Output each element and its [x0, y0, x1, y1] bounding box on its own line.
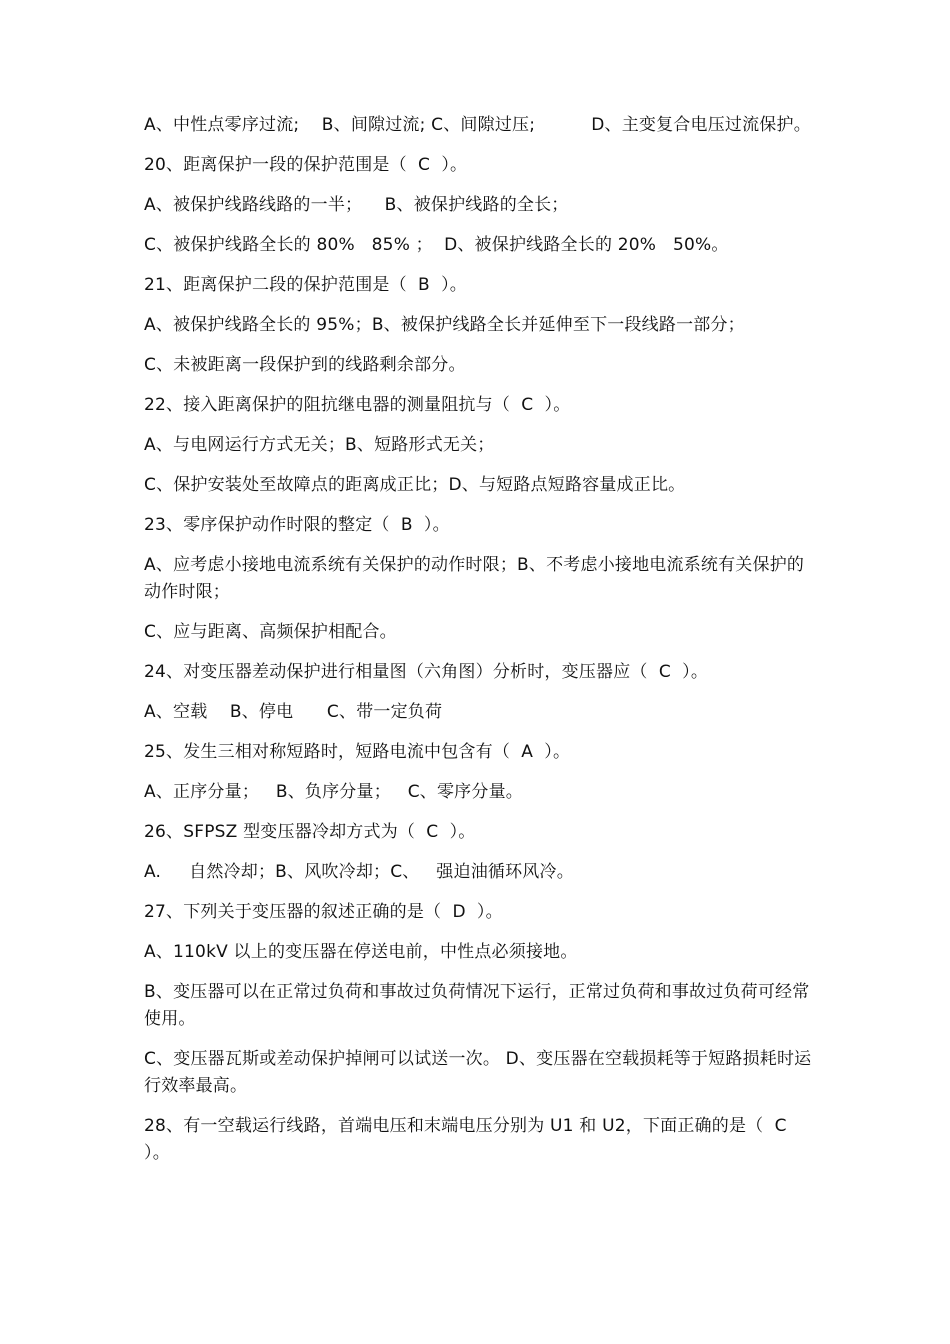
question-20-options-ab: A、被保护线路线路的一半； B、被保护线路的全长； — [144, 195, 569, 215]
question-27-option-b: B、变压器可以在正常过负荷和事故过负荷情况下运行，正常过负荷和事故过负荷可经常使用。 — [144, 982, 810, 1029]
question-25-options: A、正序分量； B、负序分量； C、零序分量。 — [144, 782, 523, 802]
question-23-options-ab: A、应考虑小接地电流系统有关保护的动作时限；B、不考虑小接地电流系统有关保护的动作时限； — [144, 555, 805, 602]
question-27-option-a: A、110kV 以上的变压器在停送电前，中性点必须接地。 — [144, 942, 578, 962]
paragraph-q19-options: A、中性点零序过流; B、间隙过流; C、间隙过压; D、主变复合电压过流保护。 — [144, 115, 811, 135]
question-28: 28、有一空载运行线路，首端电压和末端电压分别为 U1 和 U2，下面正确的是（ C ）。 — [144, 1116, 798, 1163]
question-26-options: A. 自然冷却；B、风吹冷却；C、 强迫油循环风冷。 — [144, 862, 574, 882]
question-23: 23、零序保护动作时限的整定（ B ）。 — [144, 515, 450, 535]
question-20-options-cd: C、被保护线路全长的 80% 85% ； D、被保护线路全长的 20% 50%。 — [144, 235, 729, 255]
question-24: 24、对变压器差动保护进行相量图（六角图）分析时，变压器应（ C ）。 — [144, 662, 709, 682]
question-26: 26、SFPSZ 型变压器冷却方式为（ C ）。 — [144, 822, 476, 842]
question-22-options-ab: A、与电网运行方式无关；B、短路形式无关； — [144, 435, 495, 455]
question-20: 20、距离保护一段的保护范围是（ C ）。 — [144, 155, 468, 175]
question-21-options-ab: A、被保护线路全长的 95%；B、被保护线路全长并延伸至下一段线路一部分； — [144, 315, 745, 335]
question-22-options-cd: C、保护安装处至故障点的距离成正比；D、与短路点短路容量成正比。 — [144, 475, 686, 495]
question-27-options-cd: C、变压器瓦斯或差动保护掉闸可以试送一次。 D、变压器在空载损耗等于短路损耗时运行效率最高。 — [144, 1049, 812, 1096]
document-body — [144, 112, 812, 1180]
question-27: 27、下列关于变压器的叙述正确的是（ D ）。 — [144, 902, 503, 922]
question-25: 25、发生三相对称短路时，短路电流中包含有（ A ）。 — [144, 742, 571, 762]
question-21-option-c: C、未被距离一段保护到的线路剩余部分。 — [144, 355, 466, 375]
question-23-option-c: C、应与距离、高频保护相配合。 — [144, 622, 397, 642]
question-22: 22、接入距离保护的阻抗继电器的测量阻抗与（ C ）。 — [144, 395, 571, 415]
question-24-options: A、空载 B、停电 C、带一定负荷 — [144, 702, 443, 722]
question-21: 21、距离保护二段的保护范围是（ B ）。 — [144, 275, 468, 295]
